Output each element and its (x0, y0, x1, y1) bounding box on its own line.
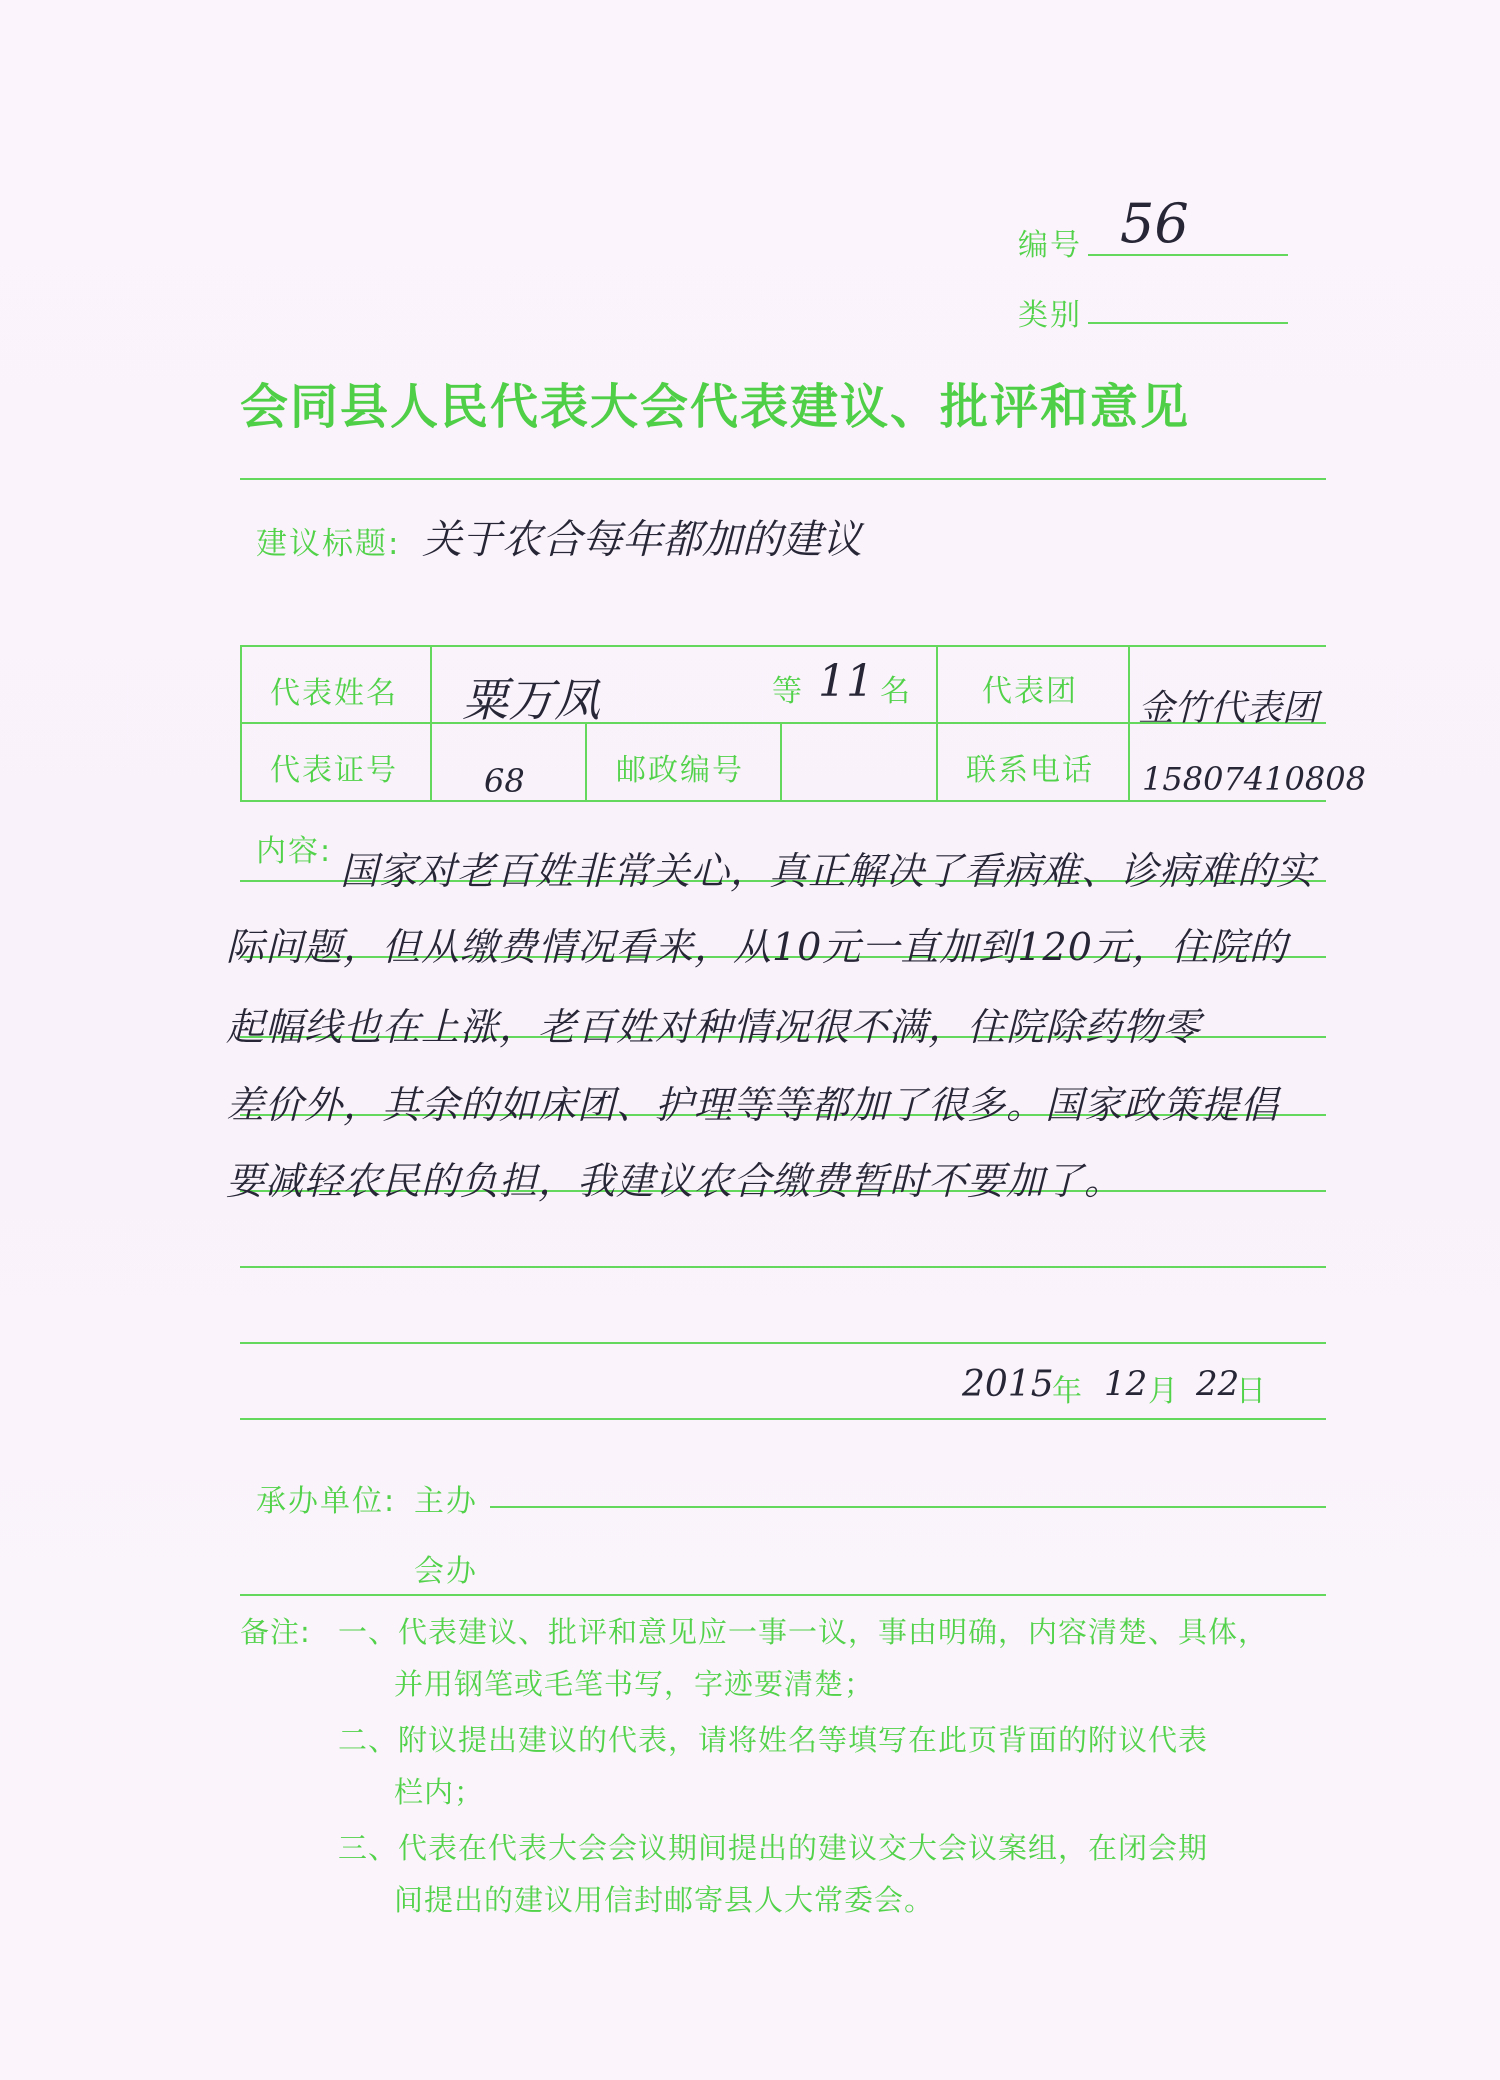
delegation-label: 代表团 (982, 674, 1078, 709)
table-col-divider-3 (780, 722, 782, 802)
number-label: 编号 (1018, 228, 1082, 263)
id-value: 68 (484, 762, 525, 800)
content-rule-8 (240, 1418, 1326, 1420)
phone-value: 15807410808 (1142, 760, 1366, 798)
main-handler-rule (490, 1506, 1326, 1508)
co-handler-label: 会办 (414, 1554, 478, 1589)
table-top-border (240, 645, 1326, 647)
number-value: 56 (1120, 192, 1189, 255)
subject-label: 建议标题: (256, 526, 401, 562)
form-title: 会同县人民代表大会代表建议、批评和意见 (240, 379, 1191, 435)
notes-label: 备注: (240, 1615, 311, 1649)
category-label: 类别 (1018, 298, 1082, 333)
date-month: 12 (1104, 1364, 1148, 1404)
note-item-3-cont: 间提出的建议用信封邮寄县人大常委会。 (394, 1883, 935, 1917)
main-handler-label: 主办 (414, 1484, 478, 1519)
date-year-unit: 年 (1052, 1374, 1084, 1409)
table-col-divider-5 (1128, 645, 1130, 802)
category-underline (1088, 322, 1288, 324)
content-line-3: 起幅线也在上涨，老百姓对种情况很不满，住院除药物零 (226, 1005, 1202, 1049)
count-value: 11 (818, 656, 874, 707)
name-value: 粟万凤 (462, 673, 600, 727)
content-line-5: 要减轻农民的负担，我建议农合缴费暂时不要加了。 (226, 1159, 1124, 1203)
count-suffix: 名 (880, 674, 912, 709)
count-prefix: 等 (772, 674, 804, 709)
table-left-border (240, 645, 242, 802)
content-rule-7 (240, 1342, 1326, 1344)
date-day-unit: 日 (1236, 1374, 1268, 1409)
content-line-1: 国家对老百姓非常关心，真正解决了看病难、诊病难的实 (340, 849, 1316, 893)
note-item-2-cont: 栏内； (394, 1775, 485, 1809)
title-rule (240, 478, 1326, 480)
subject-value: 关于农合每年都加的建议 (422, 517, 862, 563)
name-label: 代表姓名 (270, 676, 398, 711)
note-item-1: 一、代表建议、批评和意见应一事一议，事由明确，内容清楚、具体， (338, 1615, 1269, 1649)
content-line-2: 际问题，但从缴费情况看来，从10元一直加到120元，住院的 (226, 925, 1288, 969)
phone-label: 联系电话 (966, 753, 1094, 788)
id-label: 代表证号 (270, 753, 398, 788)
postal-label: 邮政编号 (616, 753, 744, 788)
date-year: 2015 (962, 1364, 1054, 1405)
table-col-divider-1 (430, 645, 432, 802)
content-line-4: 差价外，其余的如床团、护理等等都加了很多。国家政策提倡 (226, 1083, 1280, 1127)
note-item-1-cont: 并用钢笔或毛笔书写，字迹要清楚； (394, 1667, 875, 1701)
content-label: 内容: (256, 834, 333, 869)
handling-label: 承办单位: (256, 1484, 397, 1519)
table-col-divider-2 (585, 722, 587, 802)
note-item-2: 二、附议提出建议的代表，请将姓名等填写在此页背面的附议代表 (338, 1723, 1209, 1757)
date-month-unit: 月 (1148, 1374, 1180, 1409)
delegation-value: 金竹代表团 (1138, 688, 1319, 729)
date-day: 22 (1196, 1364, 1240, 1404)
note-item-3: 三、代表在代表大会会议期间提出的建议交大会议案组，在闭会期 (338, 1831, 1209, 1865)
table-col-divider-4 (936, 645, 938, 802)
co-handler-rule (240, 1594, 1326, 1596)
content-rule-6 (240, 1266, 1326, 1268)
table-bottom-border (240, 800, 1326, 802)
